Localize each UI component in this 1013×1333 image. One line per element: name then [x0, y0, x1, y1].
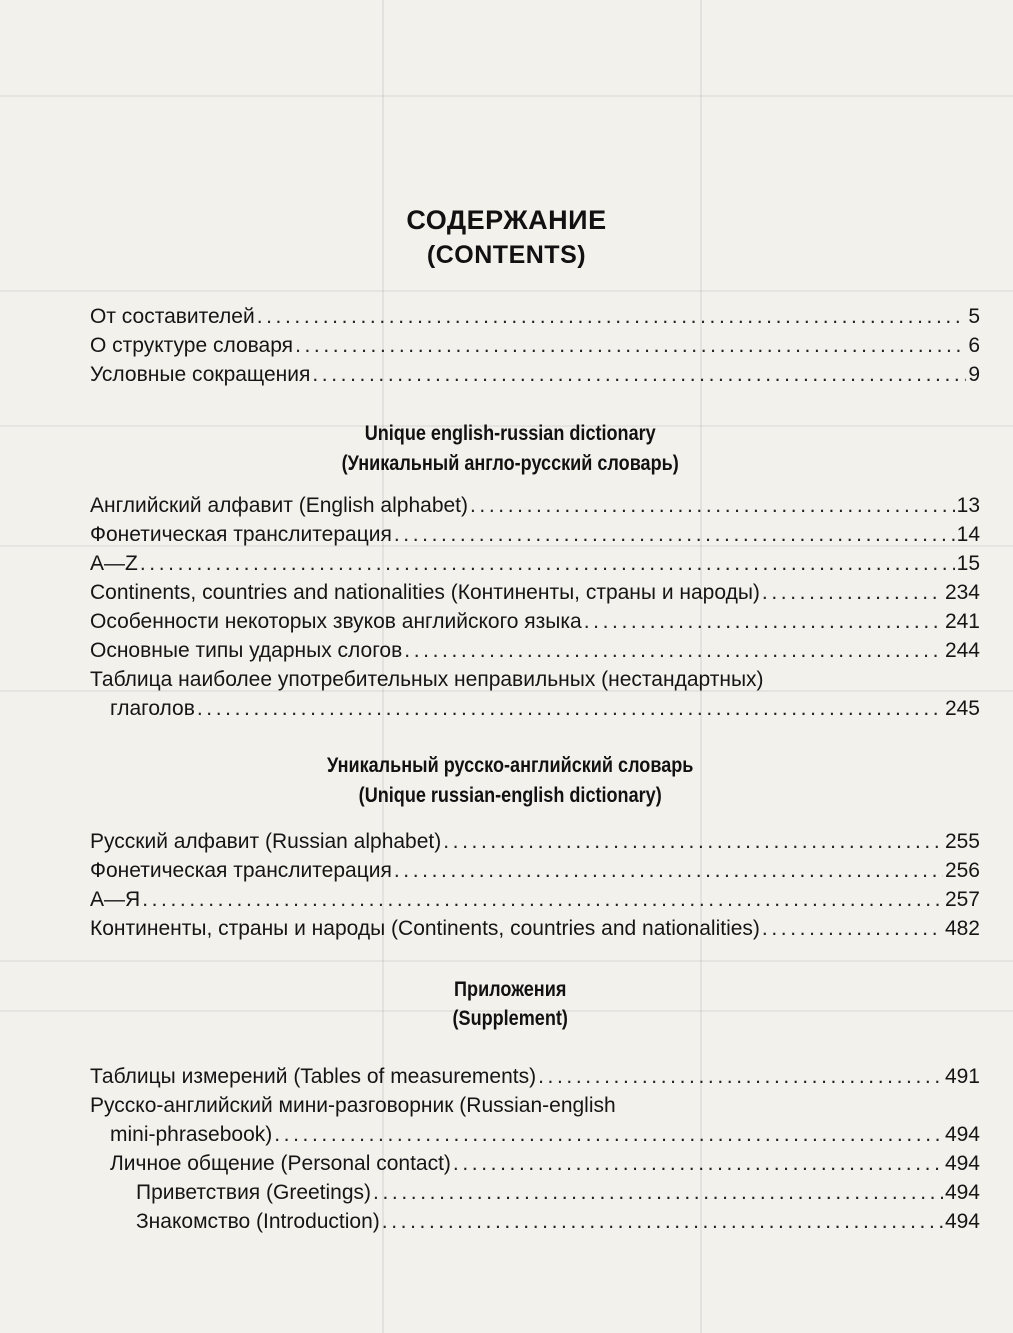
toc-entry-page: 256: [944, 859, 980, 882]
dot-leader: [394, 857, 943, 885]
toc-entry[interactable]: [110, 695, 980, 723]
toc-entry-label: Условные сокращения: [90, 363, 311, 386]
toc-entry-page: 13: [956, 494, 980, 517]
toc-entry-page: 5: [968, 305, 980, 328]
toc-entry-page: 494: [944, 1152, 980, 1175]
dot-leader: [274, 1121, 943, 1149]
toc-entry[interactable]: [90, 492, 980, 520]
toc-entry-page: 257: [944, 888, 980, 911]
toc-entry-label: А—Я: [90, 888, 141, 911]
toc-entry[interactable]: [90, 550, 980, 578]
toc-entry[interactable]: [110, 1121, 980, 1149]
contents-title-english: (CONTENTS): [426, 241, 587, 269]
toc-sub-entry[interactable]: [110, 1150, 980, 1178]
toc-entry-label: Английский алфавит (English alphabet): [90, 494, 468, 517]
toc-entry[interactable]: [90, 828, 980, 856]
toc-entry-page: 9: [968, 363, 980, 386]
dot-leader: [453, 1150, 943, 1178]
toc-entry[interactable]: [90, 857, 980, 885]
toc-entry-label: Континенты, страны и народы (Continents, countries and nationalities): [90, 917, 760, 940]
toc-entry[interactable]: [90, 332, 980, 360]
toc-entry[interactable]: [90, 886, 980, 914]
dot-leader: [140, 550, 955, 578]
toc-entry-page: 14: [956, 523, 980, 546]
toc-entry[interactable]: [90, 637, 980, 665]
section-heading: Приложения: [454, 978, 567, 1001]
toc-entry-page: 494: [944, 1181, 980, 1204]
toc-entry-page: 234: [944, 581, 980, 604]
dot-leader: [404, 637, 943, 665]
toc-entry-label: A—Z: [90, 552, 138, 575]
toc-entry-page: 245: [944, 697, 980, 720]
toc-entry-label: Приветствия (Greetings): [136, 1181, 372, 1204]
toc-entry[interactable]: [90, 915, 980, 943]
section-heading: Unique english-russian dictionary: [364, 422, 656, 445]
toc-entry[interactable]: [90, 608, 980, 636]
dot-leader: [762, 915, 943, 943]
toc-entry[interactable]: [90, 579, 980, 607]
toc-entry-label-line2: глаголов: [110, 697, 195, 720]
toc-entry-label: Continents, countries and nationalities (Континенты, страны и народы): [90, 581, 760, 604]
toc-entry[interactable]: [90, 521, 980, 549]
toc-entry-label-line1[interactable]: Русско-английский мини-разговорник (Russian-english: [90, 1094, 616, 1117]
toc-sub-sub-entry[interactable]: [136, 1208, 980, 1236]
dot-leader: [538, 1063, 943, 1091]
toc-entry-label-line2: mini-phrasebook): [110, 1123, 273, 1146]
section-subheading: (Unique russian-english dictionary): [358, 784, 662, 807]
dot-leader: [257, 303, 967, 331]
toc-entry-label: Таблицы измерений (Tables of measurements): [90, 1065, 537, 1088]
toc-entry-page: 15: [956, 552, 980, 575]
toc-entry-page: 491: [944, 1065, 980, 1088]
toc-entry-page: 6: [968, 334, 980, 357]
toc-entry-label: Русский алфавит (Russian alphabet): [90, 830, 442, 853]
dot-leader: [373, 1179, 943, 1207]
toc-entry-page: 494: [944, 1123, 980, 1146]
toc-entry[interactable]: [90, 303, 980, 331]
section-subheading: (Уникальный англо-русский словарь): [341, 452, 679, 475]
toc-entry-label: Основные типы ударных слогов: [90, 639, 403, 662]
toc-entry-label: Личное общение (Personal contact): [110, 1152, 451, 1175]
dot-leader: [762, 579, 943, 607]
toc-entry-page: 255: [944, 830, 980, 853]
section-heading: Уникальный русско-английский словарь: [327, 754, 694, 777]
dot-leader: [584, 608, 943, 636]
toc-entry-page: 482: [944, 917, 980, 940]
dot-leader: [470, 492, 955, 520]
toc-entry-label: Особенности некоторых звуков английского языка: [90, 610, 582, 633]
toc-entry[interactable]: [90, 1063, 980, 1091]
toc-entry-page: 244: [944, 639, 980, 662]
toc-entry-label: О структуре словаря: [90, 334, 294, 357]
dot-leader: [197, 695, 943, 723]
toc-entry-label: От составителей: [90, 305, 255, 328]
toc-entry-page: 241: [944, 610, 980, 633]
dot-leader: [142, 886, 943, 914]
toc-entry-label-line1[interactable]: Таблица наиболее употребительных неправильных (нестандартных): [90, 668, 764, 691]
toc-entry[interactable]: [90, 361, 980, 389]
dot-leader: [382, 1208, 943, 1236]
dot-leader: [312, 361, 966, 389]
dot-leader: [295, 332, 966, 360]
contents-title: СОДЕРЖАНИЕ: [406, 205, 607, 235]
section-subheading: (Supplement): [452, 1007, 568, 1030]
dot-leader: [443, 828, 943, 856]
toc-sub-sub-entry[interactable]: [136, 1179, 980, 1207]
toc-entry-page: 494: [944, 1210, 980, 1233]
toc-entry-label: Знакомство (Introduction): [136, 1210, 380, 1233]
toc-entry-label: Фонетическая транслитерация: [90, 859, 392, 882]
toc-entry-label: Фонетическая транслитерация: [90, 523, 392, 546]
dot-leader: [394, 521, 955, 549]
